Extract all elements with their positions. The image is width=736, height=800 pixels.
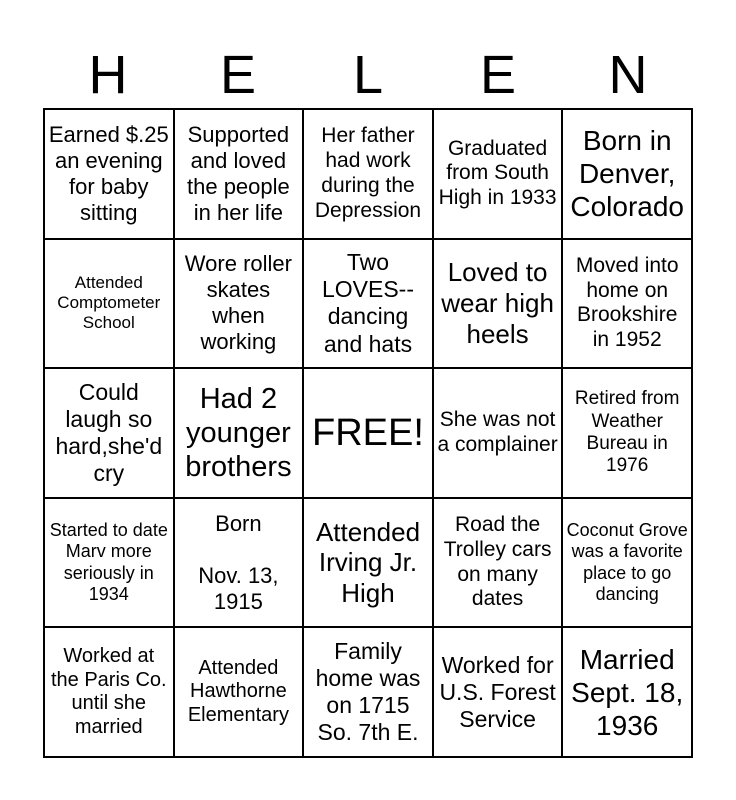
bingo-cell[interactable]: Born Nov. 13, 1915 xyxy=(174,498,304,628)
bingo-cell[interactable]: Moved into home on Brookshire in 1952 xyxy=(562,239,692,369)
bingo-cell[interactable]: Married Sept. 18, 1936 xyxy=(562,627,692,757)
header-letter-h: H xyxy=(88,45,128,105)
bingo-cell[interactable]: Road the Trolley cars on many dates xyxy=(433,498,563,628)
free-space-cell[interactable]: FREE! xyxy=(303,368,433,498)
bingo-board xyxy=(43,108,693,758)
bingo-cell[interactable]: Worked for U.S. Forest Service xyxy=(433,627,563,757)
bingo-cell[interactable]: Could laugh so hard,she'd cry xyxy=(44,368,174,498)
bingo-cell[interactable]: Two LOVES-- dancing and hats xyxy=(303,239,433,369)
bingo-cell[interactable]: Started to date Marv more seriously in 1934 xyxy=(44,498,174,628)
bingo-cell[interactable]: Had 2 younger brothers xyxy=(174,368,304,498)
bingo-cell[interactable]: Graduated from South High in 1933 xyxy=(433,109,563,239)
bingo-cell[interactable]: Born in Denver, Colorado xyxy=(562,109,692,239)
header-letter-e: E xyxy=(219,45,257,105)
bingo-cell[interactable]: Wore roller skates when working xyxy=(174,239,304,369)
bingo-cell[interactable]: Earned $.25 an evening for baby sitting xyxy=(44,109,174,239)
bingo-cell[interactable]: Worked at the Paris Co. until she married xyxy=(44,627,174,757)
bingo-cell[interactable]: Retired from Weather Bureau in 1976 xyxy=(562,368,692,498)
header-letter-l: L xyxy=(352,45,384,105)
bingo-header xyxy=(43,42,693,108)
bingo-cell[interactable]: Loved to wear high heels xyxy=(433,239,563,369)
bingo-cell[interactable]: Her father had work during the Depression xyxy=(303,109,433,239)
bingo-cell[interactable]: Coconut Grove was a favorite place to go dancing xyxy=(562,498,692,628)
header-letter-e2: E xyxy=(479,45,517,105)
header-letter-n: N xyxy=(608,45,648,105)
bingo-cell[interactable]: Attended Hawthorne Elementary xyxy=(174,627,304,757)
bingo-cell[interactable]: Family home was on 1715 So. 7th E. xyxy=(303,627,433,757)
bingo-cell[interactable]: Attended Comptometer School xyxy=(44,239,174,369)
bingo-cell[interactable]: Attended Irving Jr. High xyxy=(303,498,433,628)
bingo-cell[interactable]: Supported and loved the people in her life xyxy=(174,109,304,239)
bingo-cell[interactable]: She was not a complainer xyxy=(433,368,563,498)
